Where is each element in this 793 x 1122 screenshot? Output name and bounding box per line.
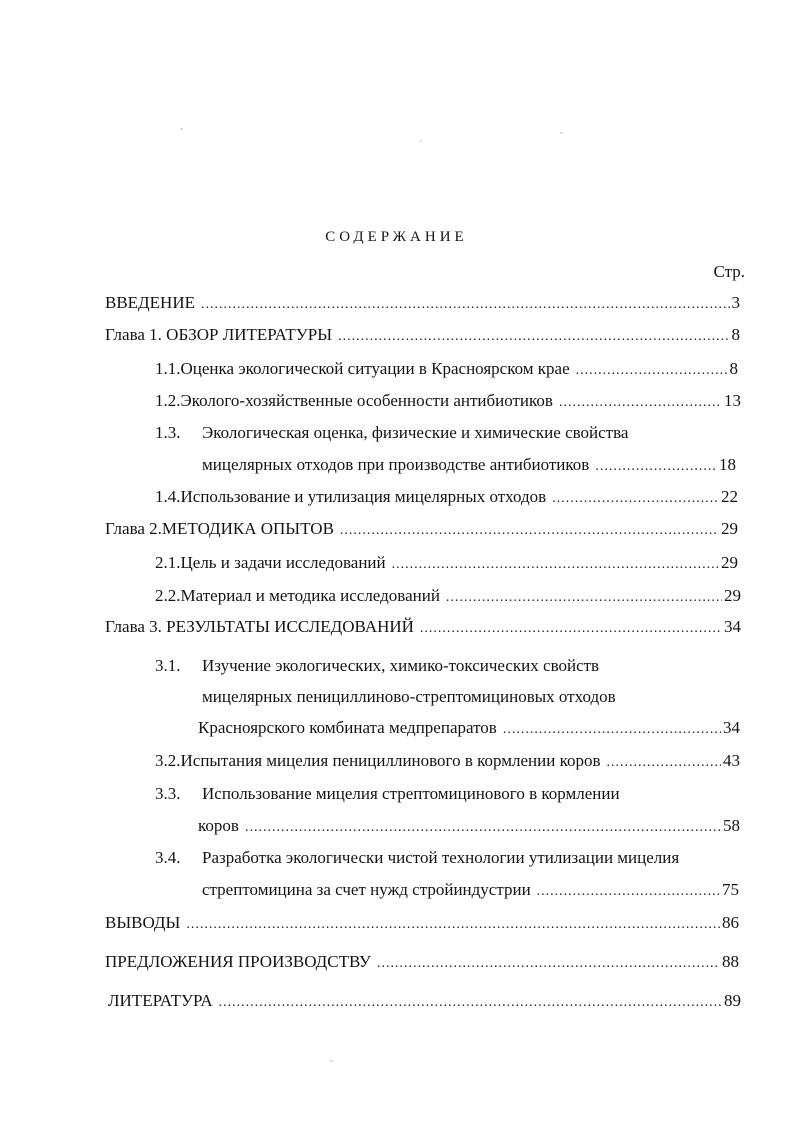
toc-entry[interactable] [105, 293, 740, 315]
toc-entry-page: 86 [722, 913, 739, 932]
toc-entry-number: 3.1. [155, 656, 181, 675]
toc-entry-title: Изучение экологических, химико-токсических свойств [202, 656, 600, 675]
toc-entry[interactable] [105, 519, 738, 541]
toc-entry-number: 1.1. [155, 359, 181, 378]
leader-dots [446, 588, 722, 608]
toc-entry-number: 2.2. [155, 586, 181, 605]
toc-entry-title: Разработка экологически чистой технологии утилизации мицелия [202, 848, 680, 867]
toc-entry-title: Материал и методика исследований [180, 586, 440, 605]
toc-entry-title: Использование и утилизация мицелярных отходов [180, 487, 547, 506]
toc-entry[interactable] [155, 553, 738, 575]
leader-dots [595, 457, 717, 477]
toc-entry-page: 43 [723, 751, 740, 770]
toc-entry[interactable] [105, 617, 741, 639]
toc-entry-title: Испытания мицелия пенициллинового в кормлении коров [180, 751, 601, 770]
toc-title: СОДЕРЖАНИЕ [325, 229, 468, 245]
leader-dots [186, 915, 720, 935]
leader-dots [537, 882, 720, 902]
leader-dots [377, 954, 720, 974]
toc-entry-page: 89 [724, 991, 741, 1010]
toc-entry-title: коров [198, 816, 239, 835]
toc-entry-number: 1.3. [155, 423, 181, 442]
leader-dots [552, 489, 719, 509]
toc-entry-page: 8 [729, 359, 738, 378]
toc-entry-title: Глава 2.МЕТОДИКА ОПЫТОВ [105, 519, 334, 538]
toc-entry-page: 34 [723, 718, 740, 737]
toc-entry[interactable] [155, 586, 741, 608]
toc-entry-continuation-line: мицелярных пенициллиново-стрептомициновых отходов [202, 687, 616, 706]
toc-entry-page: 13 [724, 391, 741, 410]
toc-entry[interactable] [108, 991, 741, 1013]
leader-dots [340, 521, 719, 541]
scan-speck [180, 128, 183, 130]
leader-dots [607, 753, 721, 773]
leader-dots [219, 993, 722, 1013]
toc-entry-title: стрептомицина за счет нужд стройиндустрии [202, 880, 531, 899]
toc-entry[interactable] [155, 359, 738, 381]
toc-entry[interactable] [105, 952, 739, 974]
scan-speck [330, 1060, 333, 1062]
toc-entry-page: 88 [722, 952, 739, 971]
toc-entry-title: Глава 1. ОБЗОР ЛИТЕРАТУРЫ [105, 325, 333, 344]
toc-entry-first-line[interactable] [155, 656, 599, 676]
toc-entry-title: Экологическая оценка, физические и химические свойства [202, 423, 629, 442]
leader-dots [576, 361, 728, 381]
page-column-label: Стр. [713, 262, 745, 281]
toc-entry-title: Красноярского комбината медпрепаратов [198, 718, 497, 737]
toc-entry-page: 22 [721, 487, 738, 506]
toc-entry-number: 3.3. [155, 784, 181, 803]
toc-entry[interactable] [105, 325, 740, 347]
toc-entry[interactable] [155, 487, 738, 509]
toc-entry-number: 2.1. [155, 553, 181, 572]
toc-entry[interactable] [155, 751, 740, 773]
leader-dots [338, 327, 729, 347]
toc-entry-title: Оценка экологической ситуации в Красноярском крае [180, 359, 570, 378]
toc-entry-page: 75 [722, 880, 739, 899]
toc-entry-page: 58 [723, 816, 740, 835]
toc-entry-title: ВВЕДЕНИЕ [105, 293, 195, 312]
leader-dots [559, 393, 722, 413]
toc-entry[interactable] [202, 880, 739, 902]
leader-dots [503, 720, 721, 740]
toc-entry-first-line[interactable] [155, 848, 679, 868]
toc-entry-title: ВЫВОДЫ [105, 913, 181, 932]
toc-entry-title: Эколого-хозяйственные особенности антибиотиков [180, 391, 553, 410]
scan-speck [560, 132, 563, 134]
toc-entry[interactable] [155, 391, 741, 413]
toc-entry[interactable] [202, 455, 736, 477]
toc-entry-title: ЛИТЕРАТУРА [108, 991, 213, 1010]
toc-entry-page: 29 [721, 519, 738, 538]
scan-speck [420, 140, 422, 142]
toc-entry-title: ПРЕДЛОЖЕНИЯ ПРОИЗВОДСТВУ [105, 952, 371, 971]
leader-dots [201, 295, 730, 315]
toc-entry-page: 8 [731, 325, 740, 344]
toc-entry-title: Глава 3. РЕЗУЛЬТАТЫ ИССЛЕДОВАНИЙ [105, 617, 414, 636]
toc-entry-page: 3 [731, 293, 740, 312]
toc-entry-title: Использование мицелия стрептомицинового в кормлении [202, 784, 620, 803]
toc-entry-title: мицелярных отходов при производстве антибиотиков [202, 455, 590, 474]
toc-entry-page: 29 [721, 553, 738, 572]
toc-entry[interactable] [105, 913, 739, 935]
toc-entry[interactable] [198, 718, 740, 740]
toc-entry-page: 34 [724, 617, 741, 636]
leader-dots [420, 619, 722, 639]
toc-entry-number: 1.4. [155, 487, 181, 506]
leader-dots [392, 555, 719, 575]
toc-entry-number: 1.2. [155, 391, 181, 410]
leader-dots [245, 818, 721, 838]
toc-entry-first-line[interactable] [155, 784, 620, 804]
toc-entry-title: Цель и задачи исследований [180, 553, 386, 572]
toc-entry-page: 18 [719, 455, 736, 474]
toc-entry-number: 3.2. [155, 751, 181, 770]
toc-entry[interactable] [198, 816, 740, 838]
toc-entry-number: 3.4. [155, 848, 181, 867]
toc-entry-page: 29 [724, 586, 741, 605]
toc-entry-first-line[interactable] [155, 423, 628, 443]
